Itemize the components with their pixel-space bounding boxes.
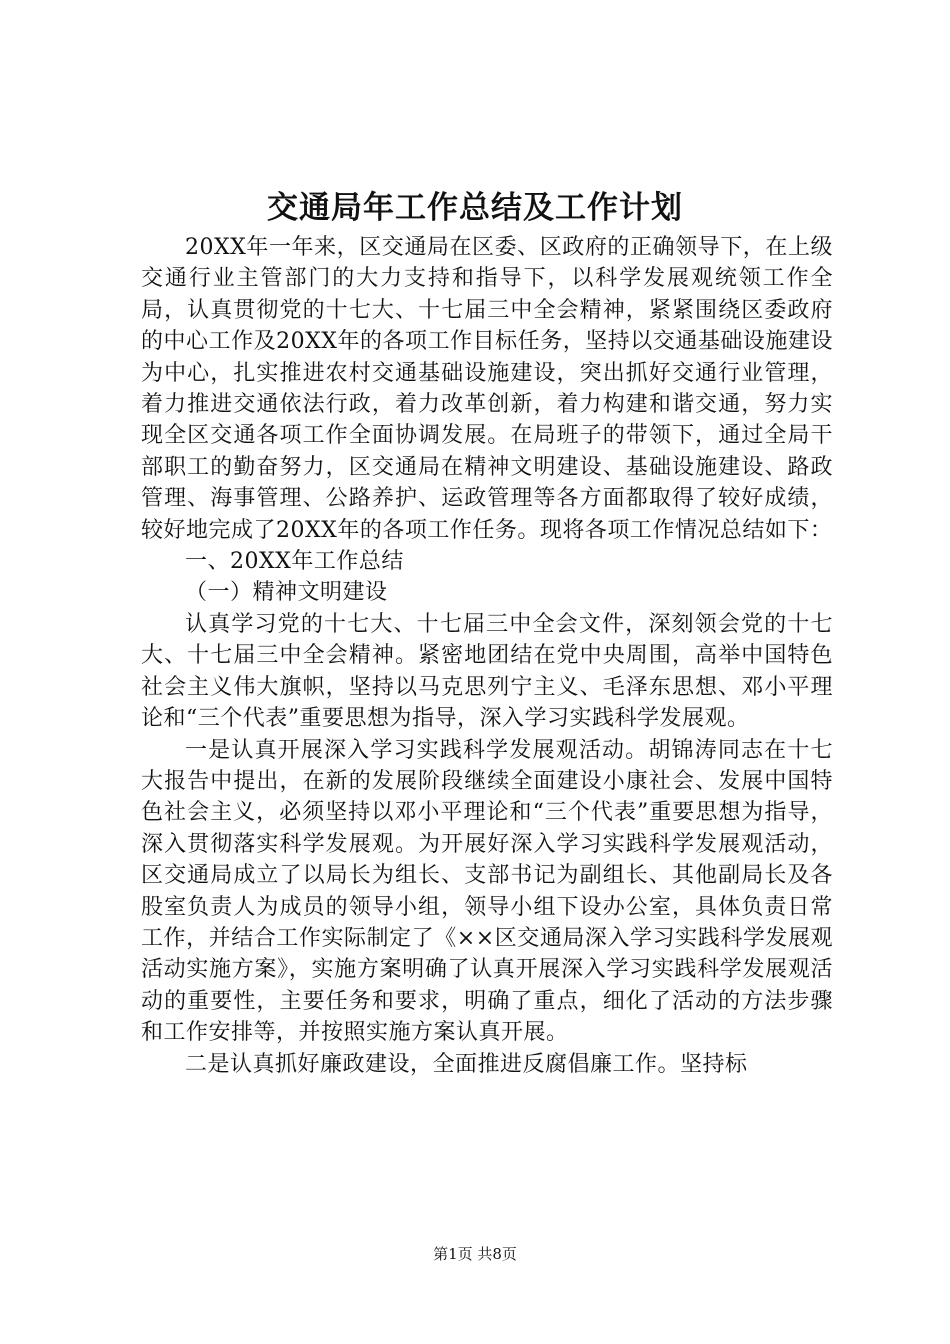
paragraph: 二是认真抓好廉政建设，全面推进反腐倡廉工作。坚持标 [185,1051,748,1077]
document-title: 交通局年工作总结及工作计划 [267,190,683,226]
subsection-heading: （一）精神文明建设 [185,580,388,606]
paragraph: 一是认真开展深入学习实践科学发展观活动。胡锦涛同志在十七大报告中提出，在新的发展阶段继续全面建设小康社会、发展中国特色社会主义，必须坚持以邓小平理论和“三个代表”重要思想为指导，深入贯彻落实科学发展观。为开展好深入学习实践科学发展观活动，区交通局成立了以局长为组长、支部书记为副组长、其他副局长及各股室负责人为成员的领导小组，领导小组下设办公室，具体负责日常工作，并结合工作实际制定了《××区交通局深入学习实践科学发展观活动实施方案》，实施方案明确了认真开展深入学习实践科学发展观活动的重要性，主要任务和要求，明确了重点，细化了活动的方法步骤和工作安排等，并按照实施方案认真开展。 [141,737,833,1046]
paragraph: 认真学习党的十七大、十七届三中全会文件，深刻领会党的十七大、十七届三中全会精神。紧密地团结在党中央周围，高举中国特色社会主义伟大旗帜，坚持以马克思列宁主义、毛泽东思想、邓小平理论和“三个代表”重要思想为指导，深入学习实践科学发展观。 [141,611,833,732]
paragraph-intro: 20XX年一年来，区交通局在区委、区政府的正确领导下，在上级交通行业主管部门的大力支持和指导下，以科学发展观统领工作全局，认真贯彻党的十七大、十七届三中全会精神，紧紧围绕区委政府的中心工作及20XX年的各项工作目标任务，坚持以交通基础设施建设为中心，扎实推进农村交通基础设施建设，突出抓好交通行业管理，着力推进交通依法行政，着力改革创新，着力构建和谐交通，努力实现全区交通各项工作全面协调发展。在局班子的带领下，通过全局干部职工的勤奋努力，区交通局在精神文明建设、基础设施建设、路政管理、海事管理、公路养护、运政管理等各方面都取得了较好成绩，较好地完成了20XX年的各项工作任务。现将各项工作情况总结如下： [141,235,833,543]
section-heading: 一、20XX年工作总结 [185,549,404,575]
document-body [141,232,833,1080]
page-number-footer: 第1页 共8页 [433,1245,517,1263]
